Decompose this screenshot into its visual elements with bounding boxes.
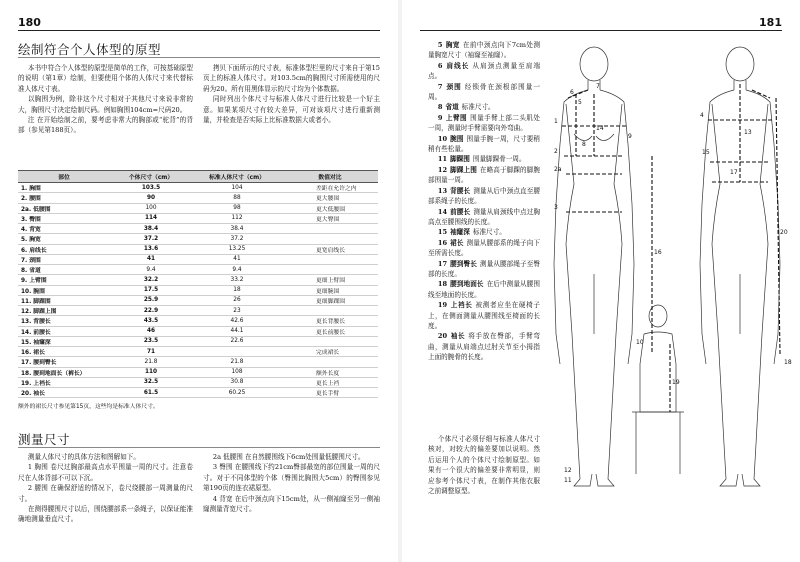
measure-paragraph: 在测得腰围尺寸以后，围绕腰部系一条绳子，以保证能准确地测量垂直尺寸。 bbox=[18, 505, 193, 524]
item-body: 测量从肩颈线中点过胸高点至腰围线的长度。 bbox=[428, 207, 541, 226]
measurement-description bbox=[428, 61, 540, 82]
table-row bbox=[18, 265, 378, 275]
measurement-description bbox=[428, 227, 540, 237]
header-rule bbox=[420, 30, 782, 31]
part-cell: 12. 脚踝上围 bbox=[18, 306, 110, 316]
measurement-description bbox=[428, 207, 540, 228]
page-number-left: 180 bbox=[18, 16, 41, 29]
measure-paragraph: 2 腰围 在确保舒适的情况下，卷尺绕腰部一周测量的尺寸。 bbox=[18, 484, 193, 503]
comparison-cell: 更宽肩线长 bbox=[282, 244, 378, 254]
part-cell: 13. 背腰长 bbox=[18, 316, 110, 326]
item-number: 11 bbox=[437, 155, 448, 164]
fig-label: 6 bbox=[570, 89, 574, 96]
standard-size-cell: 41 bbox=[192, 254, 282, 264]
part-cell: 5. 胸宽 bbox=[18, 234, 110, 244]
measurement-description bbox=[428, 238, 540, 259]
item-number: 6 bbox=[437, 61, 443, 70]
back-head bbox=[726, 47, 754, 81]
item-number: 9 bbox=[437, 113, 443, 122]
standard-size-cell: 108 bbox=[192, 367, 282, 377]
standard-size-cell: 23 bbox=[192, 306, 282, 316]
comparison-cell bbox=[282, 336, 378, 346]
fig-label: 4 bbox=[700, 112, 704, 119]
standard-size-cell: 21.8 bbox=[192, 357, 282, 367]
table-row bbox=[18, 377, 378, 387]
part-cell: 20. 袖长 bbox=[18, 388, 110, 398]
fig-label: 16 bbox=[654, 249, 662, 256]
item-number: 5 bbox=[437, 41, 443, 49]
part-cell: 16. 裙长 bbox=[18, 347, 110, 357]
header-rule bbox=[18, 30, 380, 31]
part-cell: 2a. 低腰围 bbox=[18, 203, 110, 213]
item-term: 肩线长 bbox=[445, 61, 470, 70]
fig-label: 2 bbox=[554, 148, 558, 155]
part-cell: 6. 肩线长 bbox=[18, 244, 110, 254]
item-number: 10 bbox=[437, 134, 448, 143]
title-rule bbox=[18, 57, 380, 58]
personal-size-cell: 21.8 bbox=[110, 357, 192, 367]
table-header: 个体尺寸（cm） bbox=[110, 171, 192, 183]
fig-label: 7 bbox=[596, 83, 600, 90]
item-body: 标准尺寸。 bbox=[472, 228, 506, 237]
personal-size-cell: 90 bbox=[110, 193, 192, 203]
item-body: 测量从腰部系的绳子向下至所需长度。 bbox=[428, 238, 541, 258]
chair bbox=[632, 412, 684, 474]
item-body: 围量手腕一周，尺寸要稍稍有些松量。 bbox=[428, 134, 541, 154]
item-body: 经锁骨在颈根部围量一周。 bbox=[428, 82, 541, 102]
item-body: 标准尺寸。 bbox=[461, 103, 495, 112]
title-rule bbox=[18, 447, 380, 448]
standard-size-cell: 60.25 bbox=[192, 388, 282, 398]
item-number: 14 bbox=[437, 207, 448, 216]
standard-size-cell: 98 bbox=[192, 203, 282, 213]
measurement-description bbox=[428, 165, 540, 186]
personal-size-cell: 32.5 bbox=[110, 377, 192, 387]
measurement-description bbox=[428, 331, 540, 362]
fig-label: 14 bbox=[596, 125, 604, 132]
standard-size-cell: 112 bbox=[192, 213, 282, 223]
fig-label: 10 bbox=[636, 339, 644, 346]
table-row bbox=[18, 295, 378, 305]
fig-label: 1 bbox=[554, 118, 558, 125]
comparison-cell: 更细腕围 bbox=[282, 285, 378, 295]
item-body: 在前中颈点向下7cm处测量胸宽尺寸（袖窿至袖窿）。 bbox=[428, 41, 541, 60]
measurement-descriptions bbox=[428, 40, 540, 363]
comparison-cell: 更大腰围 bbox=[282, 193, 378, 203]
measurement-description bbox=[428, 113, 540, 134]
table-row bbox=[18, 254, 378, 264]
standard-size-cell: 38.4 bbox=[192, 224, 282, 234]
comparison-cell: 额外长度 bbox=[282, 367, 378, 377]
comparison-cell: 差距在允许之内 bbox=[282, 183, 378, 193]
fig-label: 5 bbox=[578, 99, 582, 106]
fig-label: 11 bbox=[564, 477, 572, 484]
item-term: 袖窿深 bbox=[450, 228, 470, 237]
item-number: 19 bbox=[437, 301, 448, 310]
personal-size-cell: 13.6 bbox=[110, 244, 192, 254]
measurement-description bbox=[428, 82, 540, 103]
item-number: 18 bbox=[437, 280, 448, 289]
back-torso-legs bbox=[712, 104, 768, 486]
comparison-cell: 更大臀围 bbox=[282, 213, 378, 223]
item-body: 围量脚踝骨一周。 bbox=[472, 155, 526, 164]
intro-paragraph: 同时列出个体尺寸与标准人体尺寸进行比较是一个好主意。如果某项尺寸有较大差异，可对该项尺寸进行重新测量，并检查是否实际上比标准数据大或者小。 bbox=[203, 95, 380, 125]
table-row bbox=[18, 213, 378, 223]
item-number: 15 bbox=[437, 228, 448, 237]
fig-label: 20 bbox=[780, 229, 788, 236]
personal-size-cell: 100 bbox=[110, 203, 192, 213]
comparison-cell bbox=[282, 254, 378, 264]
part-cell: 7. 颈围 bbox=[18, 254, 110, 264]
item-number: 17 bbox=[437, 259, 448, 268]
measure-paragraph: 3 臀围 在腰围线下约21cm臀部最宽的部位围量一周的尺寸。对于不同体型的个体（臀围比胸围大5cm）的臀围参见第190页的连衣裙原型。 bbox=[203, 463, 380, 493]
part-cell: 17. 腰到臀长 bbox=[18, 357, 110, 367]
front-torso-legs bbox=[566, 104, 622, 486]
personal-size-cell: 37.2 bbox=[110, 234, 192, 244]
table-row bbox=[18, 234, 378, 244]
personal-size-cell: 41 bbox=[110, 254, 192, 264]
table-row bbox=[18, 388, 378, 398]
item-body: 从肩颈点测量至肩端点。 bbox=[428, 61, 541, 81]
comparison-cell: 更长上裆 bbox=[282, 377, 378, 387]
measure-paragraph: 4 背宽 在后中颈点向下15cm处，从一侧袖窿至另一侧袖窿测量背宽尺寸。 bbox=[203, 494, 380, 514]
right-page bbox=[402, 0, 800, 562]
fig-label: 3 bbox=[554, 204, 558, 211]
table-row bbox=[18, 336, 378, 346]
measurement-description bbox=[428, 259, 540, 280]
standard-size-cell: 104 bbox=[192, 183, 282, 193]
table-header: 数值对比 bbox=[282, 171, 378, 183]
standard-size-cell: 88 bbox=[192, 193, 282, 203]
standard-size-cell: 33.2 bbox=[192, 275, 282, 285]
fig-label: 18 bbox=[784, 359, 792, 366]
standard-size-cell: 44.1 bbox=[192, 326, 282, 336]
item-term: 腕围 bbox=[450, 134, 464, 143]
fig-label: 17 bbox=[730, 169, 738, 176]
part-cell: 4. 背宽 bbox=[18, 224, 110, 234]
personal-size-cell: 23.5 bbox=[110, 336, 192, 346]
comparison-cell bbox=[282, 306, 378, 316]
part-cell: 8. 省道 bbox=[18, 265, 110, 275]
fig-label: 19 bbox=[672, 379, 680, 386]
length-lines bbox=[576, 84, 740, 412]
standard-size-cell: 42.6 bbox=[192, 316, 282, 326]
standard-size-cell: 18 bbox=[192, 285, 282, 295]
left-page bbox=[0, 0, 398, 562]
table-row bbox=[18, 285, 378, 295]
item-term: 脚踝上围 bbox=[450, 165, 477, 174]
item-number: 8 bbox=[437, 103, 443, 112]
measure-column-2 bbox=[203, 452, 380, 514]
table-body bbox=[18, 183, 378, 398]
personal-size-cell: 38.4 bbox=[110, 224, 192, 234]
measurement-description bbox=[428, 102, 540, 112]
table-row bbox=[18, 347, 378, 357]
item-body: 在后中测量从腰围线至地面的长度。 bbox=[428, 280, 541, 299]
comparison-cell bbox=[282, 357, 378, 367]
table-header-row bbox=[18, 171, 378, 183]
measurement-description bbox=[428, 300, 540, 331]
part-cell: 18. 腰到地面长（裤长） bbox=[18, 367, 110, 377]
item-term: 腰到地面长 bbox=[450, 280, 484, 289]
intro-paragraph: 以胸围为例，除非这个尺寸相对于其他尺寸来说非常的大，胸围尺寸决定绘制尺码。例如胸围104cm=尺码20。 bbox=[18, 95, 193, 114]
comparison-cell: 更长手臂 bbox=[282, 388, 378, 398]
item-term: 前腰长 bbox=[450, 207, 471, 216]
fig-label: 12 bbox=[564, 467, 572, 474]
measurement-description bbox=[428, 134, 540, 155]
figure-outlines bbox=[554, 47, 780, 486]
personal-size-cell: 71 bbox=[110, 347, 192, 357]
comparison-cell: 更细脚踝围 bbox=[282, 295, 378, 305]
part-cell: 14. 前腰长 bbox=[18, 326, 110, 336]
intro-paragraph: 本书中符合个人体型的原型是简单的工作，可按基础原型的说明（第1章）绘制，但要使用个体的人体尺寸来代替标准人体尺寸表。 bbox=[18, 64, 193, 93]
closing-text: 个体尺寸必须仔细与标准人体尺寸核对，对较大的偏差要加以说明。然后运用个人的个体尺寸绘制原型。如果有一个很大的偏差要非常明显，则应参考个体尺寸表，在制作其他衣服之前调整原型。 bbox=[428, 435, 540, 496]
comparison-cell: 更大低腰围 bbox=[282, 203, 378, 213]
item-term: 省道 bbox=[445, 103, 459, 112]
standard-size-cell: 26 bbox=[192, 295, 282, 305]
item-term: 颈围 bbox=[445, 82, 462, 91]
item-number: 16 bbox=[437, 238, 448, 247]
item-number: 12 bbox=[437, 165, 448, 174]
personal-size-cell: 9.4 bbox=[110, 265, 192, 275]
intro-column-1 bbox=[18, 63, 193, 136]
table-row bbox=[18, 326, 378, 336]
comparison-cell: 完成裙长 bbox=[282, 347, 378, 357]
personal-size-cell: 43.5 bbox=[110, 316, 192, 326]
comparison-cell bbox=[282, 224, 378, 234]
item-term: 上臂围 bbox=[445, 113, 468, 122]
standard-size-cell: 13.25 bbox=[192, 244, 282, 254]
measurement-table bbox=[18, 170, 378, 398]
part-cell: 10. 腕围 bbox=[18, 285, 110, 295]
item-term: 袖长 bbox=[450, 332, 466, 341]
personal-size-cell: 17.5 bbox=[110, 285, 192, 295]
intro-paragraph: 拷贝下面所示的尺寸表，标准体型栏里的尺寸来自于第15页上的标准人体尺寸。对103.5cm的胸围尺寸所需使用的尺码为20。所有用黑体显示的尺寸均为个体数据。 bbox=[203, 64, 380, 93]
item-body: 在略高于脚踝的脚腕部围量一周。 bbox=[428, 165, 541, 185]
standard-size-cell: 9.4 bbox=[192, 265, 282, 275]
item-term: 脚踝围 bbox=[450, 155, 470, 164]
item-body: 被测者应坐在硬椅子上，在侧面测量从腰围线至椅面的长度。 bbox=[428, 301, 541, 330]
part-cell: 2. 腰围 bbox=[18, 193, 110, 203]
personal-size-cell: 114 bbox=[110, 213, 192, 223]
part-cell: 19. 上裆长 bbox=[18, 377, 110, 387]
measurement-description bbox=[428, 40, 540, 61]
personal-size-cell: 61.5 bbox=[110, 388, 192, 398]
measure-paragraph: 测量人体尺寸的具体方法和图解如下。 bbox=[27, 453, 140, 461]
section-title-measuring: 测量尺寸 bbox=[18, 432, 71, 447]
item-body: 围量手臂上部二头肌处一周，测量时手臂需要向外弯曲。 bbox=[428, 113, 541, 133]
table-note: 额外的裙长尺寸参见第15页，这些均是标准人体尺寸。 bbox=[18, 404, 159, 410]
personal-size-cell: 25.9 bbox=[110, 295, 192, 305]
measure-paragraph: 1 胸围 卷尺过胸部最高点水平围量一周的尺寸。注意卷尺在人体背部不可以下沉。 bbox=[18, 463, 193, 482]
item-number: 13 bbox=[437, 186, 448, 195]
part-cell: 9. 上臂围 bbox=[18, 275, 110, 285]
item-body: 测量从腰部绳子至臀部的长度。 bbox=[428, 259, 541, 278]
table-row bbox=[18, 193, 378, 203]
item-body: 将手放在臀部，手臂弯曲，测量从肩端点过肘关节至小拇指上面的腕骨的长度。 bbox=[428, 332, 541, 362]
measurement-figure bbox=[552, 34, 792, 539]
table-row bbox=[18, 244, 378, 254]
standard-size-cell: 37.2 bbox=[192, 234, 282, 244]
item-term: 裙长 bbox=[450, 238, 464, 247]
intro-column-2 bbox=[203, 63, 380, 125]
fig-label: 15 bbox=[702, 149, 710, 156]
table-row bbox=[18, 203, 378, 213]
comparison-cell: 更细上臂围 bbox=[282, 275, 378, 285]
section-title-prototype: 绘制符合个人体型的原型 bbox=[18, 42, 162, 57]
item-term: 上裆长 bbox=[450, 301, 473, 310]
fig-label: 2a bbox=[554, 166, 562, 173]
page-number-right: 181 bbox=[759, 16, 782, 29]
closing-paragraph bbox=[428, 434, 540, 496]
table-row bbox=[18, 224, 378, 234]
comparison-cell bbox=[282, 234, 378, 244]
personal-size-cell: 22.9 bbox=[110, 306, 192, 316]
personal-size-cell: 103.5 bbox=[110, 183, 192, 193]
personal-size-cell: 46 bbox=[110, 326, 192, 336]
table-row bbox=[18, 316, 378, 326]
item-number: 20 bbox=[437, 332, 448, 341]
item-body: 测量从后中颈点直至腰部系绳子的长度。 bbox=[428, 186, 541, 206]
measurement-description bbox=[428, 186, 540, 207]
comparison-cell bbox=[282, 265, 378, 275]
measure-column-1 bbox=[18, 452, 193, 525]
table-row bbox=[18, 357, 378, 367]
fig-label: 13 bbox=[744, 129, 752, 136]
personal-size-cell: 32.2 bbox=[110, 275, 192, 285]
part-cell: 11. 脚踝围 bbox=[18, 295, 110, 305]
fig-label: 8 bbox=[582, 141, 586, 148]
fig-label: 9 bbox=[628, 133, 632, 140]
measurement-description bbox=[428, 279, 540, 300]
table-row bbox=[18, 275, 378, 285]
part-cell: 15. 袖窿深 bbox=[18, 336, 110, 346]
figure-labels bbox=[554, 83, 792, 484]
standard-size-cell: 30.8 bbox=[192, 377, 282, 387]
part-cell: 1. 胸围 bbox=[18, 183, 110, 193]
table-row bbox=[18, 306, 378, 316]
seated-body bbox=[640, 332, 676, 412]
item-term: 胸宽 bbox=[445, 41, 460, 49]
table-row bbox=[18, 367, 378, 377]
personal-size-cell: 110 bbox=[110, 367, 192, 377]
intro-paragraph: 注 在开始绘制之前，要考虑非常大的胸部或“驼背”的背部（参见第188页）。 bbox=[18, 116, 193, 135]
measure-paragraph: 2a 低腰围 在自然腰围线下6cm处围量低腰围尺寸。 bbox=[212, 453, 365, 461]
standard-size-cell bbox=[192, 347, 282, 357]
standard-size-cell: 22.6 bbox=[192, 336, 282, 346]
table-row bbox=[18, 183, 378, 193]
part-cell: 3. 臀围 bbox=[18, 213, 110, 223]
item-term: 腰到臀长 bbox=[450, 259, 477, 268]
front-head bbox=[580, 47, 608, 81]
measurement-description bbox=[428, 154, 540, 164]
table-header: 标准人体尺寸（cm） bbox=[192, 171, 282, 183]
item-term: 背腰长 bbox=[450, 186, 471, 195]
comparison-cell: 更长前腰长 bbox=[282, 326, 378, 336]
table-header: 部位 bbox=[18, 171, 110, 183]
comparison-cell: 更长背腰长 bbox=[282, 316, 378, 326]
item-number: 7 bbox=[437, 82, 443, 91]
